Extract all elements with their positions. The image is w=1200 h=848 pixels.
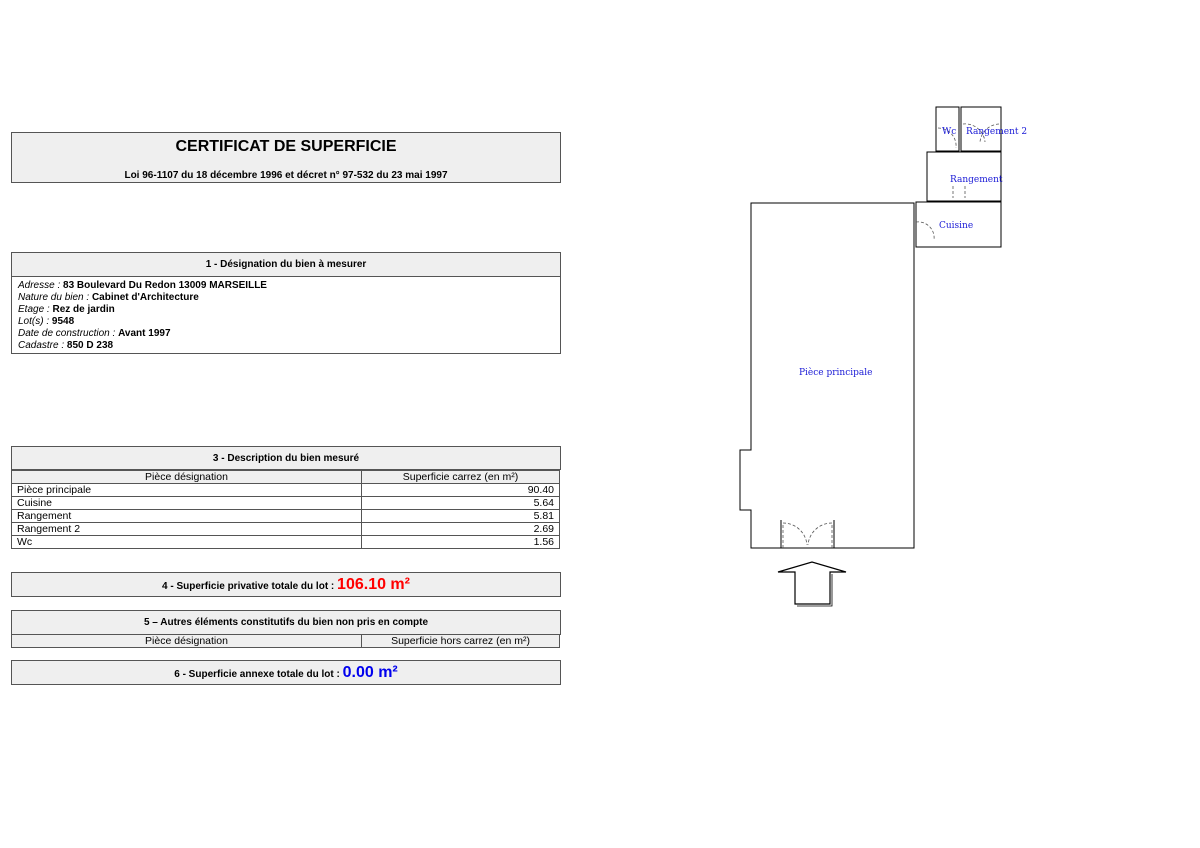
designation-heading: 1 - Désignation du bien à mesurer (11, 252, 561, 277)
column-header-piece: Pièce désignation (12, 471, 362, 484)
lot-row: Lot(s) : 9548 (18, 316, 75, 327)
column-header-surface-hors: Superficie hors carrez (en m²) (362, 635, 560, 648)
autres-heading: 5 – Autres éléments constitutifs du bien non pris en compte (11, 610, 561, 635)
description-heading: 3 - Description du bien mesuré (11, 446, 561, 470)
total-privative-label: 4 - Superficie privative totale du lot : (162, 581, 338, 592)
plan-label-rangement: Rangement (950, 175, 1003, 185)
entrance-door-swing (783, 523, 807, 548)
table-row: Rangement 5.81 (12, 510, 560, 523)
plan-label-wc: Wc (942, 127, 957, 137)
column-header-piece: Pièce désignation (12, 635, 362, 648)
column-header-surface: Superficie carrez (en m²) (362, 471, 560, 484)
entrance-arrow (778, 562, 846, 604)
construction-date-row: Date de construction : Avant 1997 (18, 328, 171, 339)
address-row: Adresse : 83 Boulevard Du Redon 13009 MARSEILLE (18, 280, 267, 291)
rangement-door-swing (953, 186, 965, 198)
total-annexe-value: 0.00 m² (342, 664, 398, 681)
etage-row: Etage : Rez de jardin (18, 304, 115, 315)
nature-row: Nature du bien : Cabinet d'Architecture (18, 292, 199, 303)
table-row: Rangement 2 2.69 (12, 523, 560, 536)
cadastre-row: Cadastre : 850 D 238 (18, 340, 114, 351)
cuisine-door-swing (916, 222, 934, 240)
table-row: Cuisine 5.64 (12, 497, 560, 510)
page-subtitle: Loi 96-1107 du 18 décembre 1996 et décret n° 97-532 du 23 mai 1997 (124, 170, 448, 181)
plan-label-rangement2: Rangement 2 (966, 127, 1028, 137)
page-title: CERTIFICAT DE SUPERFICIE (175, 138, 397, 155)
total-annexe-label: 6 - Superficie annexe totale du lot : (174, 669, 343, 680)
entrance-door-swing (808, 523, 832, 548)
table-row: Pièce principale 90.40 (12, 484, 560, 497)
plan-label-piece-principale: Pièce principale (799, 368, 873, 378)
table-row: Wc 1.56 (12, 536, 560, 549)
plan-label-cuisine: Cuisine (939, 221, 974, 231)
total-privative-value: 106.10 m² (337, 576, 410, 593)
